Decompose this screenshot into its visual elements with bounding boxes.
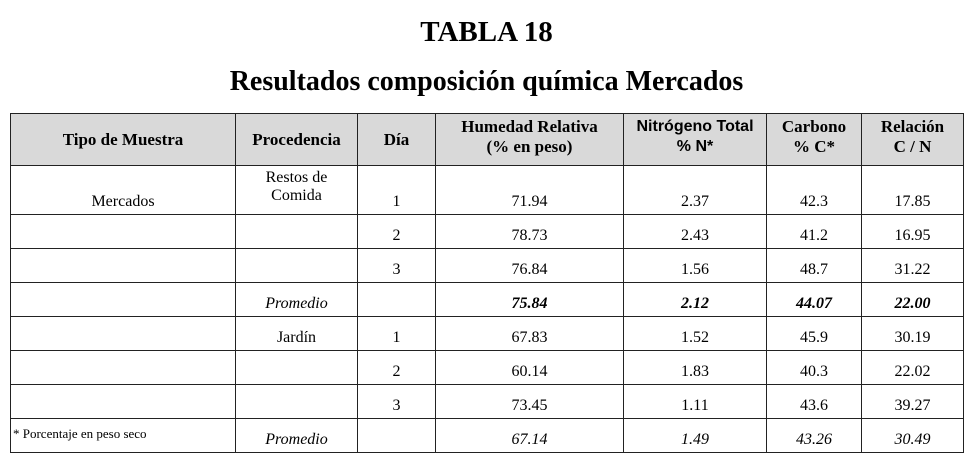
cell-relacion: 17.85 bbox=[862, 166, 964, 215]
cell-dia: 1 bbox=[358, 166, 436, 215]
cell-dia: 2 bbox=[358, 351, 436, 385]
cell-procedencia bbox=[236, 166, 358, 215]
cell-relacion-promedio: 30.49 bbox=[862, 419, 964, 453]
cell-dia bbox=[358, 283, 436, 317]
cell-dia: 3 bbox=[358, 249, 436, 283]
cell-carbono-promedio: 43.26 bbox=[767, 419, 862, 453]
cell-nitrogeno: 1.11 bbox=[624, 385, 767, 419]
cell-nitrogeno: 2.37 bbox=[624, 166, 767, 215]
cell-humedad-promedio: 75.84 bbox=[436, 283, 624, 317]
cell-dia: 1 bbox=[358, 317, 436, 351]
composition-table bbox=[10, 113, 964, 453]
cell-tipo bbox=[11, 215, 236, 249]
header-relacion bbox=[862, 114, 964, 166]
cell-relacion: 39.27 bbox=[862, 385, 964, 419]
cell-carbono: 43.6 bbox=[767, 385, 862, 419]
cell-carbono: 42.3 bbox=[767, 166, 862, 215]
cell-nitrogeno: 1.56 bbox=[624, 249, 767, 283]
cell-carbono: 45.9 bbox=[767, 317, 862, 351]
cell-nitrogeno: 1.83 bbox=[624, 351, 767, 385]
table-row-average bbox=[11, 283, 964, 317]
table-row-average bbox=[11, 419, 964, 453]
cell-nitrogeno: 1.52 bbox=[624, 317, 767, 351]
cell-relacion: 16.95 bbox=[862, 215, 964, 249]
header-carbono-line2: % C* bbox=[792, 137, 836, 156]
table-row bbox=[11, 317, 964, 351]
table-row bbox=[11, 249, 964, 283]
table-row bbox=[11, 351, 964, 385]
header-row bbox=[11, 114, 964, 166]
cell-carbono-promedio: 44.07 bbox=[767, 283, 862, 317]
cell-procedencia-promedio: Promedio bbox=[236, 283, 358, 317]
header-carbono-line1: Carbono bbox=[781, 117, 847, 136]
table-subtitle: Resultados composición química Mercados bbox=[229, 66, 744, 97]
cell-humedad: 73.45 bbox=[436, 385, 624, 419]
header-nitrogeno bbox=[624, 114, 767, 166]
table-title: TABLA 18 bbox=[420, 16, 553, 48]
cell-relacion: 22.02 bbox=[862, 351, 964, 385]
cell-carbono: 41.2 bbox=[767, 215, 862, 249]
header-carbono bbox=[767, 114, 862, 166]
header-humedad-line2: (% en peso) bbox=[486, 137, 573, 156]
cell-procedencia-line2: Comida bbox=[271, 187, 322, 204]
cell-dia bbox=[358, 419, 436, 453]
header-nitrogeno-line1: Nitrógeno Total bbox=[636, 118, 754, 135]
cell-humedad: 71.94 bbox=[436, 166, 624, 215]
table-row bbox=[11, 166, 964, 215]
cell-procedencia-line1: Restos de bbox=[265, 169, 328, 186]
cell-procedencia bbox=[236, 351, 358, 385]
cell-nitrogeno-promedio: 2.12 bbox=[624, 283, 767, 317]
cell-nitrogeno-promedio: 1.49 bbox=[624, 419, 767, 453]
cell-tipo bbox=[11, 317, 236, 351]
table-row bbox=[11, 215, 964, 249]
table-row bbox=[11, 385, 964, 419]
cell-dia: 2 bbox=[358, 215, 436, 249]
cell-carbono: 40.3 bbox=[767, 351, 862, 385]
cell-humedad: 78.73 bbox=[436, 215, 624, 249]
cell-humedad-promedio: 67.14 bbox=[436, 419, 624, 453]
header-nitrogeno-line2: % N* bbox=[676, 138, 714, 155]
cell-procedencia bbox=[236, 385, 358, 419]
cell-carbono: 48.7 bbox=[767, 249, 862, 283]
cell-tipo: Mercados bbox=[11, 166, 236, 215]
footnote: * Porcentaje en peso seco bbox=[13, 426, 147, 441]
cell-nitrogeno: 2.43 bbox=[624, 215, 767, 249]
cell-relacion: 31.22 bbox=[862, 249, 964, 283]
cell-dia: 3 bbox=[358, 385, 436, 419]
cell-procedencia bbox=[236, 249, 358, 283]
header-procedencia: Procedencia bbox=[236, 114, 358, 166]
cell-procedencia: Jardín bbox=[236, 317, 358, 351]
header-humedad-line1: Humedad Relativa bbox=[461, 117, 598, 136]
cell-procedencia bbox=[236, 215, 358, 249]
cell-tipo bbox=[11, 351, 236, 385]
header-relacion-line1: Relación bbox=[880, 117, 945, 136]
cell-relacion-promedio: 22.00 bbox=[862, 283, 964, 317]
cell-tipo bbox=[11, 249, 236, 283]
header-relacion-line2: C / N bbox=[893, 137, 932, 156]
cell-humedad: 60.14 bbox=[436, 351, 624, 385]
cell-humedad: 76.84 bbox=[436, 249, 624, 283]
header-humedad bbox=[436, 114, 624, 166]
cell-relacion: 30.19 bbox=[862, 317, 964, 351]
cell-procedencia-promedio: Promedio bbox=[236, 419, 358, 453]
cell-humedad: 67.83 bbox=[436, 317, 624, 351]
header-dia: Día bbox=[358, 114, 436, 166]
header-tipo-muestra: Tipo de Muestra bbox=[11, 114, 236, 166]
cell-tipo bbox=[11, 283, 236, 317]
cell-tipo bbox=[11, 385, 236, 419]
